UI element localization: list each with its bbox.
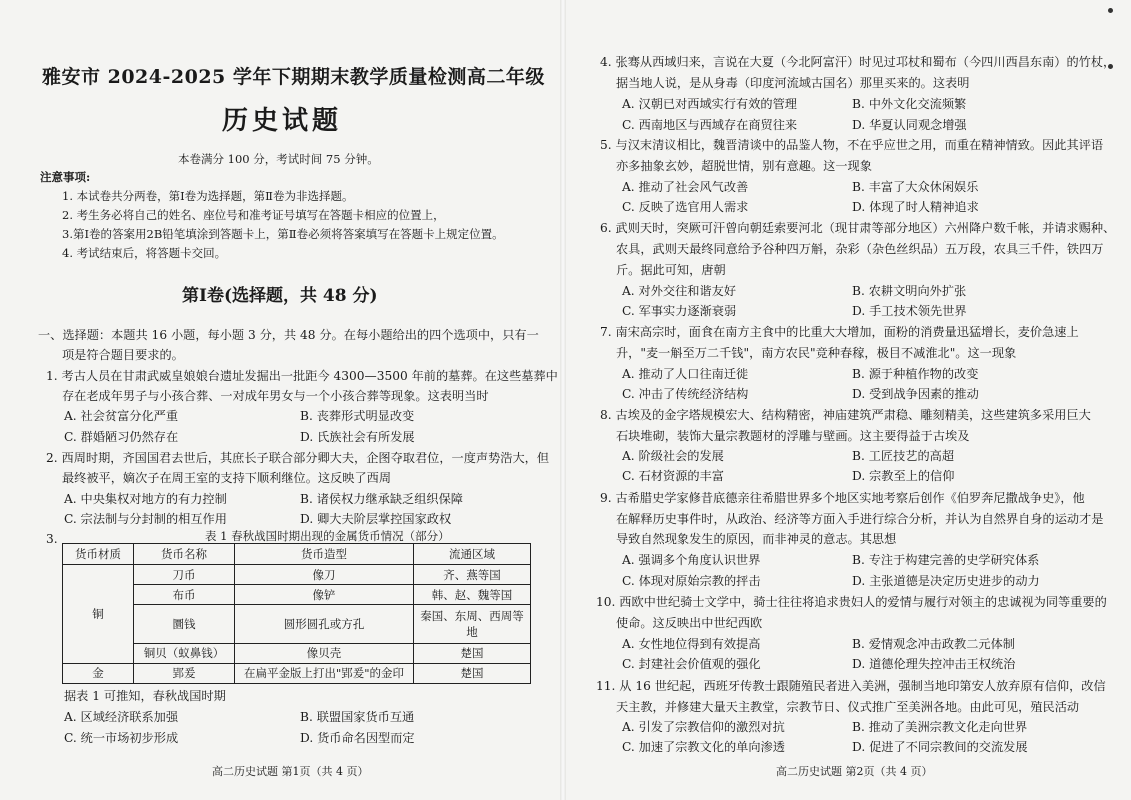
material-cell: 金 (63, 663, 134, 683)
table-row (63, 663, 531, 683)
currency-name: 圜钱 (134, 605, 235, 644)
table-row (63, 565, 531, 585)
currency-shape: 像刀 (235, 565, 414, 585)
question-stem: 在解释历史事件时，从政治、经济等方面入手进行综合分析，并认为自然界自身的运动才是 (616, 512, 1104, 526)
option-c: C. 反映了选官用人需求 (622, 200, 749, 214)
question-stem: 亦多抽象玄妙，超脱世情，别有意趣。这一现象 (616, 159, 872, 173)
table-row (63, 605, 531, 644)
question-stem: 6. 武则天时，突厥可汗曾向朝廷索要河北（现甘肃等部分地区）六州降户数千帐，并请求赐种、 (600, 221, 1116, 235)
question-stem: 8. 古埃及的金字塔规模宏大、结构精密，神庙建筑严肃稳、雕刻精美，这些建筑多采用巨大 (600, 408, 1091, 422)
question-stem: 7. 南宋高宗时，面食在南方主食中的比重大大增加，面粉的消费量迅猛增长，麦价急速上 (600, 325, 1079, 339)
question-stem: 11. 从 16 世纪起，西班牙传教士跟随殖民者进入美洲，强制当地印第安人放弃原有信仰，改信 (596, 679, 1106, 693)
instruction-line: 一、选择题：本题共 16 小题，每小题 3 分，共 48 分。在每小题给出的四个选项中，只有一 (38, 328, 539, 342)
currency-name: 刀币 (134, 565, 235, 585)
question-number: 3. (46, 532, 58, 546)
table-header: 流通区域 (414, 544, 531, 565)
option-c: C. 石材资源的丰富 (622, 469, 724, 483)
question-stem: 2. 西周时期，齐国国君去世后，其庶长子联合部分卿大夫，企图夺取君位，一度声势浩大，但 (46, 451, 550, 465)
option-d: D. 促进了不同宗教间的交流发展 (852, 740, 1028, 754)
option-a: A. 推动了社会风气改善 (622, 180, 749, 194)
currency-area: 楚国 (414, 643, 531, 663)
option-d: D. 氏族社会有所发展 (300, 430, 415, 444)
option-c: C. 群婚陋习仍然存在 (64, 430, 179, 444)
option-b: B. 爱情观念冲击政教二元体制 (852, 637, 1015, 651)
currency-name: 布币 (134, 585, 235, 605)
option-b: B. 丰富了大众休闲娱乐 (852, 180, 979, 194)
table-row (63, 643, 531, 663)
question-stem: 10. 西欧中世纪骑士文学中，骑士往往将追求贵妇人的爱情与履行对领主的忠诚视为同等重要的 (596, 595, 1107, 609)
option-a: A. 社会贫富分化严重 (64, 409, 179, 423)
option-d: D. 体现了时人精神追求 (852, 200, 979, 214)
table-header: 货币材质 (63, 544, 134, 565)
notice-line: 4. 考试结束后，将答题卡交回。 (62, 246, 227, 260)
option-b: B. 中外文化交流频繁 (852, 97, 967, 111)
option-d: D. 受到战争因素的推动 (852, 387, 979, 401)
page-footer: 高二历史试题 第1页（共 4 页） (212, 765, 369, 778)
notice-line: 1. 本试卷共分两卷，第Ⅰ卷为选择题，第Ⅱ卷为非选择题。 (62, 189, 354, 203)
subject-title: 历史试题 (222, 106, 343, 136)
question-stem: 农具，武则天最终同意给予谷种四万斛，杂彩（杂色丝织品）五万段，农具三千件，铁四万 (616, 242, 1104, 256)
table-caption: 表 1 春秋战国时期出现的金属货币情况（部分） (205, 529, 450, 543)
material-cell: 铜 (63, 565, 134, 664)
question-stem: 石块堆砌，装饰大量宗教题材的浮雕与壁画。这主要得益于古埃及 (616, 429, 970, 443)
currency-shape: 圆形圆孔或方孔 (235, 605, 414, 644)
notice-title: 注意事项: (40, 170, 91, 184)
instruction-line: 项是符合题目要求的。 (62, 348, 184, 362)
table-header-row (63, 544, 531, 565)
option-a: A. 对外交往和谐友好 (622, 284, 737, 298)
question-stem: 天主教，并修建大量天主教堂，宗教节日、仪式推广至美洲各地。由此可见，殖民活动 (616, 700, 1080, 714)
option-a: A. 引发了宗教信仰的激烈对抗 (622, 720, 785, 734)
option-a: A. 汉朝已对西域实行有效的管理 (622, 97, 797, 111)
exam-meta: 本卷满分 100 分，考试时间 75 分钟。 (178, 152, 379, 166)
currency-name: 铜贝（蚁鼻钱） (134, 643, 235, 663)
option-d: D. 货币命名因型而定 (300, 731, 415, 745)
currency-area: 楚国 (414, 663, 531, 683)
question-stem: 存在老成年男子与小孩合葬、一对成年男女与一个小孩合葬等现象。这表明当时 (62, 389, 489, 403)
punch-hole-mark (1108, 8, 1113, 13)
currency-shape: 像贝壳 (235, 643, 414, 663)
currency-table (62, 543, 531, 684)
currency-name: 郢爰 (134, 663, 235, 683)
option-b: B. 农耕文明向外扩张 (852, 284, 967, 298)
table-header: 货币造型 (235, 544, 414, 565)
option-d: D. 主张道德是决定历史进步的动力 (852, 574, 1040, 588)
option-a: A. 阶级社会的发展 (622, 449, 724, 463)
option-b: B. 源于种植作物的改变 (852, 367, 979, 381)
option-c: C. 统一市场初步形成 (64, 731, 179, 745)
option-a: A. 中央集权对地方的有力控制 (64, 492, 227, 506)
notice-line: 2. 考生务必将自己的姓名、座位号和准考证号填写在答题卡相应的位置上， (62, 208, 445, 222)
option-d: D. 宗教至上的信仰 (852, 469, 955, 483)
option-b: B. 诸侯权力继承缺乏组织保障 (300, 492, 463, 506)
question-stem: 据当地人说，是从身毒（印度河流域古国名）那里买来的。这表明 (616, 76, 970, 90)
option-b: B. 工匠技艺的高超 (852, 449, 955, 463)
option-c: C. 封建社会价值观的强化 (622, 657, 761, 671)
option-c: C. 西南地区与西域存在商贸往来 (622, 118, 798, 132)
page-footer: 高二历史试题 第2页（共 4 页） (776, 765, 933, 778)
option-b: B. 专注于构建完善的史学研究体系 (852, 553, 1040, 567)
option-c: C. 体现对原始宗教的抨击 (622, 574, 761, 588)
question-stem: 9. 古希腊史学家修昔底德亲往希腊世界多个地区实地考察后创作《伯罗奔尼撒战争史》，他 (600, 491, 1085, 505)
question-stem: 4. 张骞从西域归来，言说在大夏（今北阿富汗）时见过邛杖和蜀布（今四川西昌东南）的竹杖， (600, 55, 1116, 69)
option-a: A. 区域经济联系加强 (64, 710, 179, 724)
option-d: D. 道德伦理失控冲击王权统治 (852, 657, 1016, 671)
table-row (63, 585, 531, 605)
option-a: A. 推动了人口往南迁徙 (622, 367, 749, 381)
currency-shape: 像铲 (235, 585, 414, 605)
question-stem: 斤。据此可知，唐朝 (616, 263, 726, 277)
option-c: C. 冲击了传统经济结构 (622, 387, 749, 401)
question-stem: 升，"麦一斛至万二千钱"，南方农民"竞种春稼，极目不减淮北"。这一现象 (616, 346, 1017, 360)
currency-area: 齐、燕等国 (414, 565, 531, 585)
left-page (0, 0, 560, 800)
option-b: B. 丧葬形式明显改变 (300, 409, 415, 423)
question-stem: 最终被平，嫡次子在周王室的支持下顺利继位。这反映了西周 (62, 471, 392, 485)
option-a: A. 女性地位得到有效提高 (622, 637, 761, 651)
currency-area: 秦国、东周、西周等地 (414, 605, 531, 644)
question-stem: 使命。这反映出中世纪西欧 (616, 616, 763, 630)
question-stem: 5. 与汉末清议相比，魏晋清谈中的品鉴人物，不在乎应世之用，而重在精神情致。因此其评语 (600, 138, 1104, 152)
notice-line: 3.第Ⅰ卷的答案用2B铅笔填涂到答题卡上，第Ⅱ卷必须将答案填写在答题卡上规定位置。 (62, 227, 504, 241)
question-stem: 1. 考古人员在甘肃武威皇娘娘台遗址发掘出一批距今 4300—3500 年前的墓葬。在这些墓葬中 (46, 369, 558, 383)
option-c: C. 军事实力逐渐衰弱 (622, 304, 737, 318)
question-stem: 据表 1 可推知，春秋战国时期 (64, 689, 226, 703)
option-c: C. 宗法制与分封制的相互作用 (64, 512, 227, 526)
option-d: D. 手工技术领先世界 (852, 304, 967, 318)
exam-title: 雅安市 2024-2025 学年下期期末教学质量检测高二年级 (42, 66, 545, 88)
option-a: A. 强调多个角度认识世界 (622, 553, 761, 567)
option-d: D. 华夏认同观念增强 (852, 118, 967, 132)
option-b: B. 联盟国家货币互通 (300, 710, 415, 724)
option-d: D. 卿大夫阶层掌控国家政权 (300, 512, 452, 526)
currency-area: 韩、赵、魏等国 (414, 585, 531, 605)
currency-shape: 在扁平金版上打出"郢爰"的金印 (235, 663, 414, 683)
right-page (566, 0, 1131, 800)
section-title: 第Ⅰ卷(选择题，共 48 分) (182, 286, 378, 306)
table-header: 货币名称 (134, 544, 235, 565)
option-b: B. 推动了美洲宗教文化走向世界 (852, 720, 1028, 734)
option-c: C. 加速了宗教文化的单向渗透 (622, 740, 785, 754)
question-stem: 导致自然现象发生的原因，而非神灵的意志。其思想 (616, 532, 897, 546)
